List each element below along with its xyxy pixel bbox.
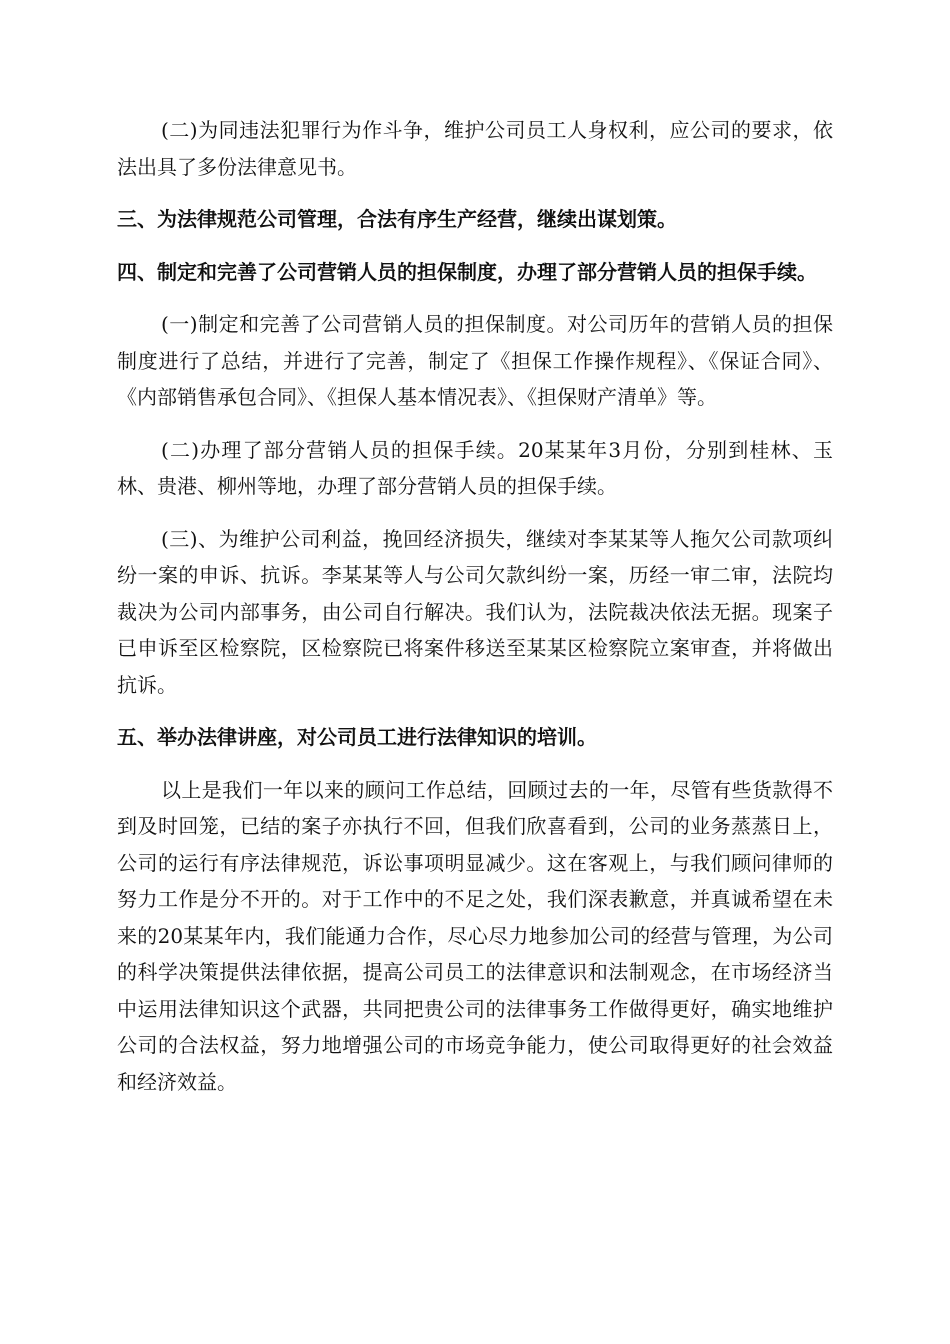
paragraph-protect-rights: (二)为同违法犯罪行为作斗争，维护公司员工人身权利，应公司的要求，依法出具了多份法律意见书。: [117, 118, 833, 179]
paragraph-guarantee-procedures: (二)办理了部分营销人员的担保手续。20某某年3月份，分别到桂林、玉林、贵港、柳州等地，办理了部分营销人员的担保手续。: [117, 437, 833, 498]
section-heading-four: 四、制定和完善了公司营销人员的担保制度，办理了部分营销人员的担保手续。: [117, 259, 817, 284]
paragraph-appeal-case: (三)、为维护公司利益，挽回经济损失，继续对李某某等人拖欠公司款项纠纷一案的申诉、抗诉。李某某等人与公司欠款纠纷一案，历经一审二审，法院均裁决为公司内部事务，由公司自行解决。我们认为，法院裁决依法无据。现案子已申诉至区检察院，区检察院已将案件移送至某某区检察院立案审查，并将做出抗诉。: [117, 526, 833, 697]
document-page: [117, 112, 833, 1116]
paragraph-guarantee-system: (一)制定和完善了公司营销人员的担保制度。对公司历年的营销人员的担保制度进行了总结，并进行了完善，制定了《担保工作操作规程》、《保证合同》、《内部销售承包合同》、《担保人基本情况表》、《担保财产清单》等。: [117, 312, 833, 409]
section-heading-five: 五、举办法律讲座，对公司员工进行法律知识的培训。: [117, 725, 597, 749]
paragraph-summary: 以上是我们一年以来的顾问工作总结，回顾过去的一年，尽管有些货款得不到及时回笼，已结的案子亦执行不回，但我们欣喜看到，公司的业务蒸蒸日上，公司的运行有序法律规范，诉讼事项明显减少。这在客观上，与我们顾问律师的努力工作是分不开的。对于工作中的不足之处，我们深表歉意，并真诚希望在未来的20某某年内，我们能通力合作，尽心尽力地参加公司的经营与管理，为公司的科学决策提供法律依据，提高公司员工的法律意识和法制观念，在市场经济当中运用法律知识这个武器，共同把贵公司的法律事务工作做得更好，确实地维护公司的合法权益，努力地增强公司的市场竞争能力，使公司取得更好的社会效益和经济效益。: [117, 777, 833, 1094]
section-heading-three: 三、为法律规范公司管理，合法有序生产经营，继续出谋划策。: [117, 207, 677, 231]
